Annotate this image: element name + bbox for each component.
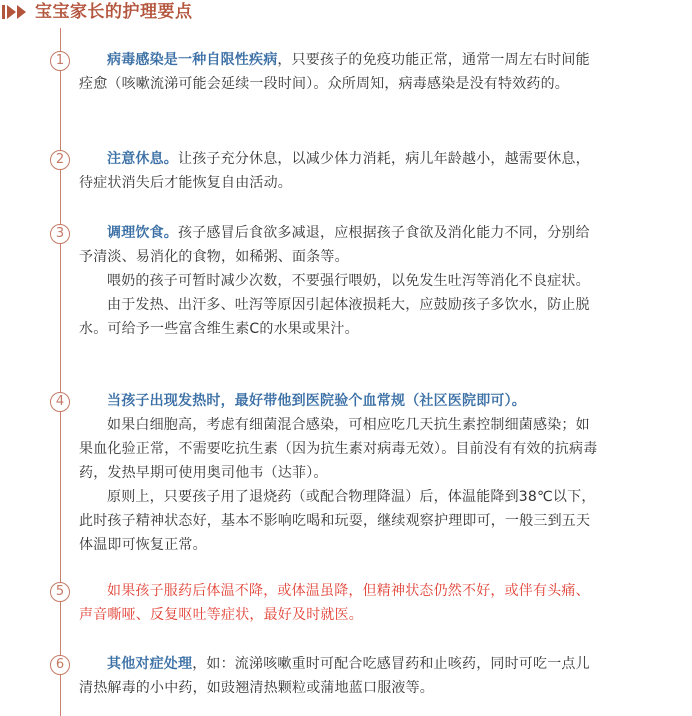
paragraph: [79, 389, 603, 413]
item-text: 孩子感冒后食欲多减退，应根据孩子食欲及消化能力不同，分别给予清淡、易消化的食物，如稀粥、面条等。: [79, 225, 590, 265]
item-number-badge: 1: [50, 51, 70, 71]
timeline-line: [60, 28, 61, 716]
paragraph: [79, 147, 603, 195]
item-number-badge: 2: [50, 150, 70, 170]
care-item: [79, 147, 603, 195]
item-heading: 当孩子出现发热时，最好带他到医院验个血常规（社区医院即可）。: [107, 393, 526, 409]
paragraph: 由于发热、出汗多、吐泻等原因引起体液损耗大，应鼓励孩子多饮水，防止脱水。可给予一些富含维生素C的水果或果汁。: [79, 297, 590, 337]
paragraph: [79, 48, 603, 96]
care-item: [79, 48, 603, 96]
paragraph: 喂奶的孩子可暂时减少次数，不要强行喂奶，以免发生吐泻等消化不良症状。: [107, 273, 590, 289]
item-text: ，只要孩子的免疫功能正常，通常一周左右时间能痊愈（咳嗽流涕可能会延续一段时间）。众所周知，病毒感染是没有特效药的。: [79, 52, 590, 92]
paragraph: [79, 652, 603, 700]
item-text: ，如：流涕咳嗽重时可配合吃感冒药和止咳药，同时可吃一点儿清热解毒的小中药，如豉翘清热颗粒或蒲地蓝口服液等。: [79, 656, 590, 696]
item-heading: 调理饮食。: [107, 225, 178, 241]
section-header: [0, 0, 692, 24]
care-item: [79, 221, 603, 341]
item-number-badge: 4: [50, 392, 70, 412]
care-item: [79, 389, 603, 557]
item-heading: 注意休息。: [107, 151, 178, 167]
paragraph: 原则上，只要孩子用了退烧药（或配合物理降温）后，体温能降到38℃以下，此时孩子精神状态好，基本不影响吃喝和玩耍，继续观察护理即可，一般三到五天体温即可恢复正常。: [79, 489, 596, 553]
care-item: [79, 652, 603, 700]
item-number-badge: 6: [50, 655, 70, 675]
paragraph: [79, 221, 603, 269]
paragraph: 如果孩子服药后体温不降，或体温虽降，但精神状态仍然不好，或伴有头痛、声音嘶哑、反复呕吐等症状，最好及时就医。: [79, 583, 590, 623]
item-number-badge: 5: [50, 582, 70, 602]
item-text: 让孩子充分休息，以减少体力消耗，病儿年龄越小，越需要休息，待症状消失后才能恢复自由活动。: [79, 151, 590, 191]
item-number-badge: 3: [50, 224, 70, 244]
item-heading: 其他对症处理: [107, 656, 193, 672]
double-arrow-icon: [2, 3, 30, 21]
care-item: [79, 579, 603, 627]
section-title: 宝宝家长的护理要点: [35, 2, 193, 22]
paragraph: 如果白细胞高，考虑有细菌混合感染，可相应吃几天抗生素控制细菌感染；如果血化验正常，不需要吃抗生素（因为抗生素对病毒无效）。目前没有有效的抗病毒药，发热早期可使用奥司他韦（达菲）。: [79, 417, 598, 481]
item-heading: 病毒感染是一种自限性疾病: [107, 52, 278, 68]
